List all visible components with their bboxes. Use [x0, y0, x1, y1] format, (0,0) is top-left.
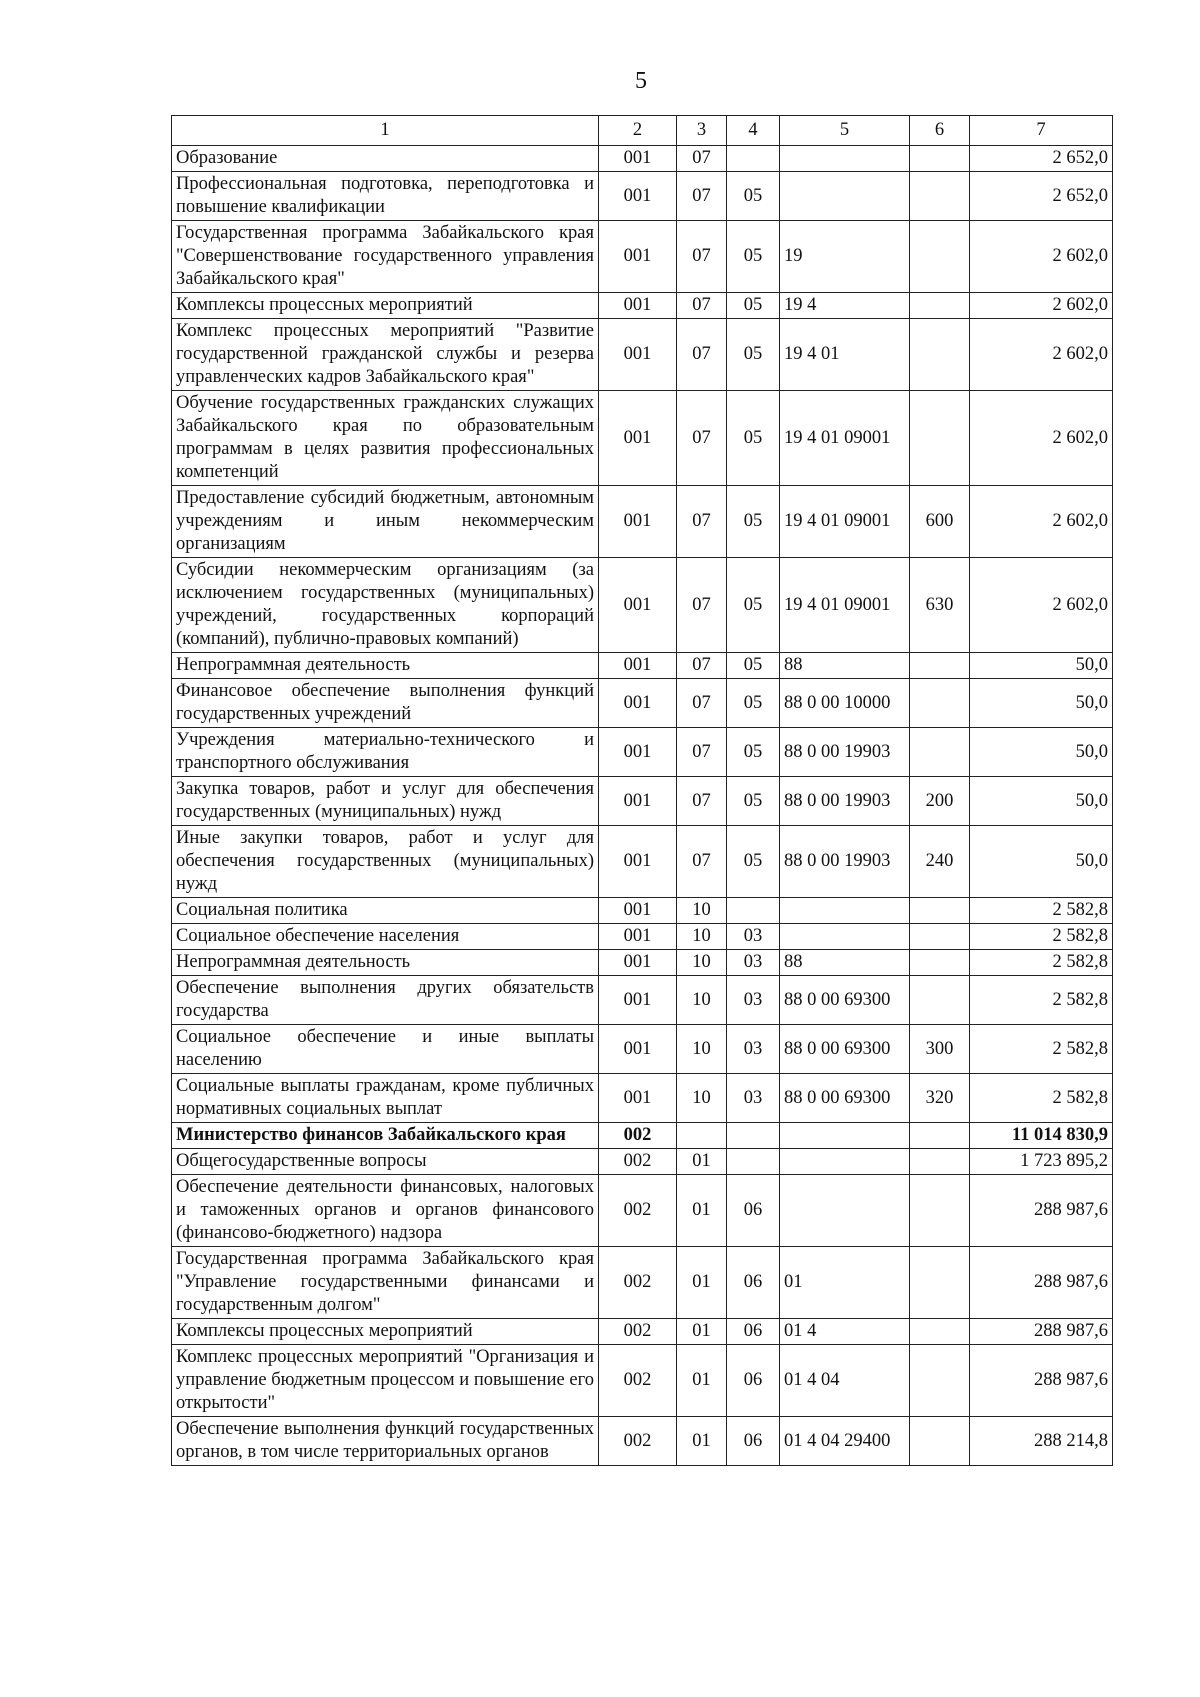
- row-amount: 2 582,8: [970, 950, 1113, 976]
- row-section: 01: [677, 1319, 727, 1345]
- row-target-article: 19 4 01 09001: [780, 486, 910, 558]
- table-row: [172, 293, 1113, 319]
- row-target-article: [780, 146, 910, 172]
- row-name: Иные закупки товаров, работ и услуг для обеспечения государственных (муниципальных) нужд: [172, 826, 599, 898]
- row-admin-code: 001: [599, 653, 677, 679]
- row-expense-type: 630: [910, 558, 970, 653]
- row-subsection: 05: [727, 653, 780, 679]
- column-header-2: 2: [599, 116, 677, 146]
- row-admin-code: 001: [599, 221, 677, 293]
- column-header-4: 4: [727, 116, 780, 146]
- row-expense-type: 600: [910, 486, 970, 558]
- row-section: 07: [677, 558, 727, 653]
- row-amount: 2 602,0: [970, 221, 1113, 293]
- row-subsection: 06: [727, 1247, 780, 1319]
- table-body: [172, 146, 1113, 1466]
- row-subsection: 03: [727, 976, 780, 1025]
- row-expense-type: [910, 653, 970, 679]
- row-admin-code: 001: [599, 319, 677, 391]
- row-section: 07: [677, 319, 727, 391]
- row-target-article: 88 0 00 69300: [780, 976, 910, 1025]
- row-name: Социальная политика: [172, 898, 599, 924]
- row-section: 07: [677, 728, 727, 777]
- row-amount: 2 602,0: [970, 293, 1113, 319]
- row-target-article: 88: [780, 653, 910, 679]
- table-header-row: [172, 116, 1113, 146]
- row-admin-code: 001: [599, 826, 677, 898]
- table-row: [172, 1417, 1113, 1466]
- row-target-article: 19: [780, 221, 910, 293]
- row-name: Социальное обеспечение и иные выплаты населению: [172, 1025, 599, 1074]
- row-name: Непрограммная деятельность: [172, 653, 599, 679]
- row-section: 10: [677, 1074, 727, 1123]
- table-row: [172, 1345, 1113, 1417]
- row-expense-type: [910, 1123, 970, 1149]
- row-section: 07: [677, 391, 727, 486]
- column-header-3: 3: [677, 116, 727, 146]
- row-section: [677, 1123, 727, 1149]
- row-amount: 2 652,0: [970, 172, 1113, 221]
- row-admin-code: 002: [599, 1319, 677, 1345]
- row-admin-code: 001: [599, 293, 677, 319]
- row-subsection: 06: [727, 1175, 780, 1247]
- row-expense-type: [910, 1149, 970, 1175]
- row-section: 07: [677, 293, 727, 319]
- row-section: 07: [677, 679, 727, 728]
- table-row: [172, 221, 1113, 293]
- table-row: [172, 679, 1113, 728]
- row-target-article: [780, 1123, 910, 1149]
- row-amount: 2 602,0: [970, 558, 1113, 653]
- row-admin-code: 001: [599, 486, 677, 558]
- row-amount: 2 582,8: [970, 1025, 1113, 1074]
- table-row: [172, 1025, 1113, 1074]
- row-admin-code: 001: [599, 391, 677, 486]
- row-expense-type: [910, 728, 970, 777]
- row-target-article: 01 4 04 29400: [780, 1417, 910, 1466]
- row-expense-type: [910, 221, 970, 293]
- row-amount: 2 582,8: [970, 1074, 1113, 1123]
- row-subsection: 05: [727, 826, 780, 898]
- row-admin-code: 001: [599, 728, 677, 777]
- table-row: [172, 319, 1113, 391]
- row-section: 07: [677, 172, 727, 221]
- row-section: 07: [677, 486, 727, 558]
- row-admin-code: 001: [599, 950, 677, 976]
- row-section: 01: [677, 1247, 727, 1319]
- row-name: Учреждения материально-технического и транспортного обслуживания: [172, 728, 599, 777]
- row-target-article: [780, 1149, 910, 1175]
- row-section: 07: [677, 653, 727, 679]
- row-amount: 288 987,6: [970, 1345, 1113, 1417]
- row-name: Образование: [172, 146, 599, 172]
- table-row: [172, 146, 1113, 172]
- row-expense-type: 300: [910, 1025, 970, 1074]
- row-target-article: [780, 924, 910, 950]
- row-admin-code: 001: [599, 679, 677, 728]
- row-expense-type: 240: [910, 826, 970, 898]
- row-name: Социальные выплаты гражданам, кроме публичных нормативных социальных выплат: [172, 1074, 599, 1123]
- column-header-5: 5: [780, 116, 910, 146]
- row-expense-type: [910, 146, 970, 172]
- row-section: 07: [677, 221, 727, 293]
- row-section: 10: [677, 976, 727, 1025]
- column-header-1: 1: [172, 116, 599, 146]
- row-subsection: [727, 898, 780, 924]
- row-amount: 2 602,0: [970, 486, 1113, 558]
- row-admin-code: 002: [599, 1175, 677, 1247]
- table-row: [172, 1149, 1113, 1175]
- row-amount: 2 582,8: [970, 924, 1113, 950]
- row-target-article: 01 4: [780, 1319, 910, 1345]
- row-target-article: [780, 898, 910, 924]
- row-name: Комплексы процессных мероприятий: [172, 293, 599, 319]
- row-amount: 2 582,8: [970, 976, 1113, 1025]
- table-row: [172, 1319, 1113, 1345]
- row-section: 01: [677, 1417, 727, 1466]
- table-row: [172, 924, 1113, 950]
- row-target-article: 88 0 00 19903: [780, 777, 910, 826]
- row-expense-type: [910, 898, 970, 924]
- row-section: 10: [677, 898, 727, 924]
- row-name: Обучение государственных гражданских служащих Забайкальского края по образовательным программам в целях развития профессиональных компетенций: [172, 391, 599, 486]
- row-target-article: 88 0 00 19903: [780, 728, 910, 777]
- row-target-article: 19 4 01: [780, 319, 910, 391]
- row-expense-type: [910, 391, 970, 486]
- row-section: 07: [677, 826, 727, 898]
- row-section: 07: [677, 777, 727, 826]
- row-name: Профессиональная подготовка, переподготовка и повышение квалификации: [172, 172, 599, 221]
- row-name: Государственная программа Забайкальского края "Управление государственными финансами и государственным долгом": [172, 1247, 599, 1319]
- row-target-article: 01: [780, 1247, 910, 1319]
- row-name: Министерство финансов Забайкальского края: [172, 1123, 599, 1149]
- row-expense-type: [910, 679, 970, 728]
- page-number: 5: [635, 68, 647, 94]
- row-name: Субсидии некоммерческим организациям (за исключением государственных (муниципальных) учреждений, государственных корпораций (компаний), публично-правовых компаний): [172, 558, 599, 653]
- row-subsection: [727, 146, 780, 172]
- row-name: Комплексы процессных мероприятий: [172, 1319, 599, 1345]
- row-expense-type: [910, 924, 970, 950]
- row-target-article: 88 0 00 69300: [780, 1074, 910, 1123]
- row-subsection: 05: [727, 679, 780, 728]
- row-section: 10: [677, 924, 727, 950]
- row-expense-type: [910, 1247, 970, 1319]
- row-name: Комплекс процессных мероприятий "Организация и управление бюджетным процессом и повышение его открытости": [172, 1345, 599, 1417]
- row-expense-type: [910, 976, 970, 1025]
- row-subsection: 05: [727, 777, 780, 826]
- row-subsection: 05: [727, 486, 780, 558]
- row-amount: 50,0: [970, 826, 1113, 898]
- row-amount: 50,0: [970, 777, 1113, 826]
- row-amount: 288 987,6: [970, 1319, 1113, 1345]
- table-row: [172, 653, 1113, 679]
- row-expense-type: [910, 319, 970, 391]
- row-admin-code: 002: [599, 1149, 677, 1175]
- row-admin-code: 001: [599, 172, 677, 221]
- row-admin-code: 001: [599, 777, 677, 826]
- row-name: Обеспечение деятельности финансовых, налоговых и таможенных органов и органов финансового (финансово-бюджетного) надзора: [172, 1175, 599, 1247]
- row-name: Государственная программа Забайкальского края "Совершенствование государственного управления Забайкальского края": [172, 221, 599, 293]
- row-amount: 2 602,0: [970, 391, 1113, 486]
- row-admin-code: 001: [599, 924, 677, 950]
- column-header-6: 6: [910, 116, 970, 146]
- row-subsection: 05: [727, 728, 780, 777]
- row-name: Финансовое обеспечение выполнения функций государственных учреждений: [172, 679, 599, 728]
- row-name: Непрограммная деятельность: [172, 950, 599, 976]
- row-subsection: 06: [727, 1417, 780, 1466]
- row-admin-code: 001: [599, 1074, 677, 1123]
- row-expense-type: [910, 1345, 970, 1417]
- row-name: Комплекс процессных мероприятий "Развитие государственной гражданской службы и резерва управленческих кадров Забайкальского края": [172, 319, 599, 391]
- table-row: [172, 826, 1113, 898]
- row-section: 01: [677, 1345, 727, 1417]
- table-row: [172, 391, 1113, 486]
- row-amount: 11 014 830,9: [970, 1123, 1113, 1149]
- table-row: [172, 728, 1113, 777]
- row-admin-code: 001: [599, 976, 677, 1025]
- row-admin-code: 001: [599, 1025, 677, 1074]
- table-row: [172, 486, 1113, 558]
- row-subsection: 03: [727, 924, 780, 950]
- row-expense-type: [910, 1175, 970, 1247]
- row-target-article: 01 4 04: [780, 1345, 910, 1417]
- row-section: 10: [677, 1025, 727, 1074]
- row-amount: 288 987,6: [970, 1175, 1113, 1247]
- row-expense-type: [910, 950, 970, 976]
- row-target-article: 88: [780, 950, 910, 976]
- row-expense-type: [910, 1319, 970, 1345]
- row-name: Общегосударственные вопросы: [172, 1149, 599, 1175]
- table-row: [172, 950, 1113, 976]
- row-expense-type: 200: [910, 777, 970, 826]
- table-row: [172, 1247, 1113, 1319]
- table-row: [172, 1074, 1113, 1123]
- row-subsection: 05: [727, 293, 780, 319]
- table-row: [172, 558, 1113, 653]
- row-target-article: 88 0 00 10000: [780, 679, 910, 728]
- row-admin-code: 002: [599, 1247, 677, 1319]
- table-row: [172, 1175, 1113, 1247]
- row-admin-code: 002: [599, 1345, 677, 1417]
- row-amount: 288 987,6: [970, 1247, 1113, 1319]
- row-name: Обеспечение выполнения функций государственных органов, в том числе территориальных органов: [172, 1417, 599, 1466]
- row-subsection: 03: [727, 1025, 780, 1074]
- row-admin-code: 001: [599, 898, 677, 924]
- table-row: [172, 1123, 1113, 1149]
- row-admin-code: 001: [599, 146, 677, 172]
- row-subsection: [727, 1149, 780, 1175]
- row-target-article: [780, 172, 910, 221]
- row-subsection: [727, 1123, 780, 1149]
- row-target-article: 19 4 01 09001: [780, 391, 910, 486]
- row-section: 01: [677, 1149, 727, 1175]
- row-subsection: 05: [727, 391, 780, 486]
- row-name: Закупка товаров, работ и услуг для обеспечения государственных (муниципальных) нужд: [172, 777, 599, 826]
- row-section: 07: [677, 146, 727, 172]
- row-section: 01: [677, 1175, 727, 1247]
- table-row: [172, 172, 1113, 221]
- table-row: [172, 777, 1113, 826]
- row-amount: 2 602,0: [970, 319, 1113, 391]
- row-target-article: [780, 1175, 910, 1247]
- table-row: [172, 898, 1113, 924]
- row-subsection: 05: [727, 558, 780, 653]
- row-subsection: 03: [727, 950, 780, 976]
- row-expense-type: 320: [910, 1074, 970, 1123]
- row-target-article: 88 0 00 69300: [780, 1025, 910, 1074]
- row-amount: 1 723 895,2: [970, 1149, 1113, 1175]
- row-expense-type: [910, 1417, 970, 1466]
- row-amount: 288 214,8: [970, 1417, 1113, 1466]
- row-target-article: 88 0 00 19903: [780, 826, 910, 898]
- row-subsection: 03: [727, 1074, 780, 1123]
- column-header-7: 7: [970, 116, 1113, 146]
- row-admin-code: 001: [599, 558, 677, 653]
- row-target-article: 19 4 01 09001: [780, 558, 910, 653]
- row-subsection: 05: [727, 172, 780, 221]
- row-subsection: 06: [727, 1345, 780, 1417]
- row-amount: 50,0: [970, 728, 1113, 777]
- row-expense-type: [910, 172, 970, 221]
- row-admin-code: 002: [599, 1417, 677, 1466]
- row-name: Предоставление субсидий бюджетным, автономным учреждениям и иным некоммерческим организациям: [172, 486, 599, 558]
- row-expense-type: [910, 293, 970, 319]
- row-subsection: 05: [727, 319, 780, 391]
- budget-table: [171, 115, 1113, 1466]
- row-name: Обеспечение выполнения других обязательств государства: [172, 976, 599, 1025]
- row-subsection: 06: [727, 1319, 780, 1345]
- row-amount: 50,0: [970, 653, 1113, 679]
- row-name: Социальное обеспечение населения: [172, 924, 599, 950]
- row-amount: 2 582,8: [970, 898, 1113, 924]
- row-amount: 50,0: [970, 679, 1113, 728]
- row-subsection: 05: [727, 221, 780, 293]
- table-row: [172, 976, 1113, 1025]
- row-target-article: 19 4: [780, 293, 910, 319]
- row-section: 10: [677, 950, 727, 976]
- row-amount: 2 652,0: [970, 146, 1113, 172]
- row-admin-code: 002: [599, 1123, 677, 1149]
